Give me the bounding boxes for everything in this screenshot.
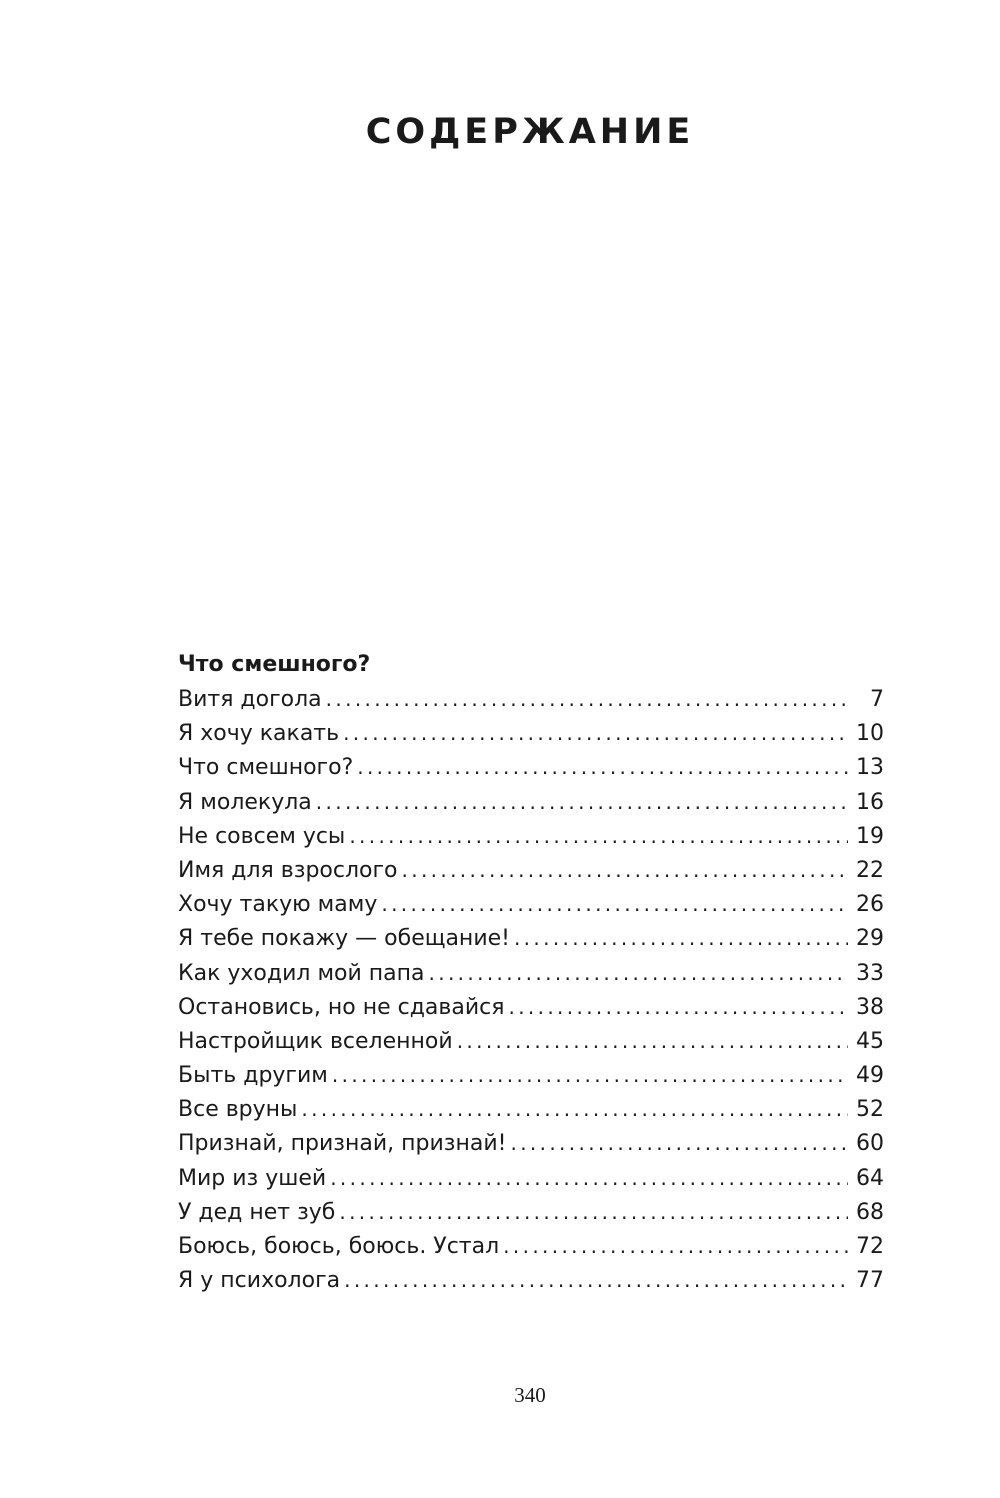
toc-entry-title: Я у психолога: [178, 1268, 341, 1294]
dot-leader: [344, 1263, 848, 1297]
dot-leader: [343, 716, 848, 750]
toc-entry[interactable]: [178, 819, 884, 853]
dot-leader: [339, 1195, 848, 1229]
toc-entry[interactable]: [178, 921, 884, 955]
toc-entry-title: Витя догола: [178, 687, 322, 712]
dot-leader: [332, 1058, 848, 1092]
dot-leader: [402, 853, 848, 887]
toc-entry-page: 68: [856, 1199, 884, 1225]
toc-entry[interactable]: [178, 1092, 884, 1126]
section-heading: Что смешного?: [178, 652, 371, 677]
toc-entry-title: Хочу такую маму: [178, 892, 378, 918]
dot-leader: [514, 921, 848, 955]
toc-entry[interactable]: [178, 1195, 884, 1229]
dot-leader: [349, 819, 848, 853]
toc-entry-title: Как уходил мой папа: [178, 960, 425, 986]
toc-entry[interactable]: [178, 1161, 884, 1195]
toc-entry-page: 7: [870, 687, 884, 712]
dot-leader: [330, 1161, 848, 1195]
toc-entry-title: Я тебе покажу — обещание!: [178, 926, 510, 952]
dot-leader: [357, 750, 848, 784]
dot-leader: [503, 1229, 848, 1263]
toc-entry-title: Быть другим: [178, 1063, 328, 1089]
toc-entry-page: 45: [856, 1028, 884, 1054]
toc-entry[interactable]: [178, 1126, 884, 1160]
toc-entry-page: 77: [856, 1268, 884, 1294]
dot-leader: [429, 956, 848, 990]
toc-entry-page: 13: [856, 755, 884, 781]
dot-leader: [381, 887, 848, 921]
toc-entry[interactable]: [178, 956, 884, 990]
dot-leader: [457, 1024, 848, 1058]
toc-entry-page: 33: [856, 960, 884, 986]
dot-leader: [326, 682, 848, 716]
toc-entry[interactable]: [178, 1229, 884, 1263]
dot-leader: [316, 785, 848, 819]
toc-entry[interactable]: [178, 1263, 884, 1297]
toc-entry[interactable]: [178, 682, 884, 716]
toc-entry-title: Боюсь, боюсь, боюсь. Устал: [178, 1234, 500, 1259]
dot-leader: [508, 990, 848, 1024]
table-of-contents: [178, 648, 884, 1297]
toc-entry-title: Я хочу какать: [178, 721, 340, 747]
toc-entry-title: Имя для взрослого: [178, 857, 398, 883]
toc-list: [178, 682, 884, 1297]
toc-entry-page: 10: [856, 721, 884, 747]
toc-entry-page: 38: [856, 994, 884, 1020]
toc-entry[interactable]: [178, 887, 884, 921]
toc-entry-page: 16: [856, 789, 884, 815]
toc-entry-page: 49: [856, 1063, 884, 1089]
dot-leader: [301, 1092, 848, 1126]
toc-entry-title: Настройщик вселенной: [178, 1028, 453, 1054]
toc-entry-title: Мир из ушей: [178, 1165, 327, 1191]
toc-entry-title: Что смешного?: [178, 755, 354, 781]
toc-entry-page: 26: [856, 892, 884, 918]
toc-entry[interactable]: [178, 853, 884, 887]
toc-entry[interactable]: [178, 1024, 884, 1058]
toc-entry-page: 64: [856, 1165, 884, 1191]
toc-entry[interactable]: [178, 1058, 884, 1092]
toc-entry-title: Не совсем усы: [178, 823, 346, 849]
page-title: СОДЕРЖАНИЕ: [365, 112, 695, 152]
toc-entry-page: 19: [856, 823, 884, 849]
toc-entry[interactable]: [178, 716, 884, 750]
toc-entry[interactable]: [178, 990, 884, 1024]
toc-entry-title: Остановись, но не сдавайся: [178, 994, 505, 1020]
toc-entry-page: 60: [856, 1131, 884, 1157]
toc-entry[interactable]: [178, 785, 884, 819]
toc-entry-title: У дед нет зуб: [178, 1199, 336, 1225]
page-number: 340: [514, 1383, 546, 1407]
toc-entry-page: 72: [856, 1234, 884, 1259]
toc-entry-title: Признай, признай, признай!: [178, 1131, 507, 1157]
toc-entry[interactable]: [178, 750, 884, 784]
toc-entry-title: Все вруны: [178, 1097, 298, 1123]
toc-entry-title: Я молекула: [178, 789, 312, 815]
toc-entry-page: 22: [856, 857, 884, 883]
toc-entry-page: 52: [856, 1097, 884, 1123]
dot-leader: [510, 1126, 848, 1160]
toc-entry-page: 29: [856, 926, 884, 952]
